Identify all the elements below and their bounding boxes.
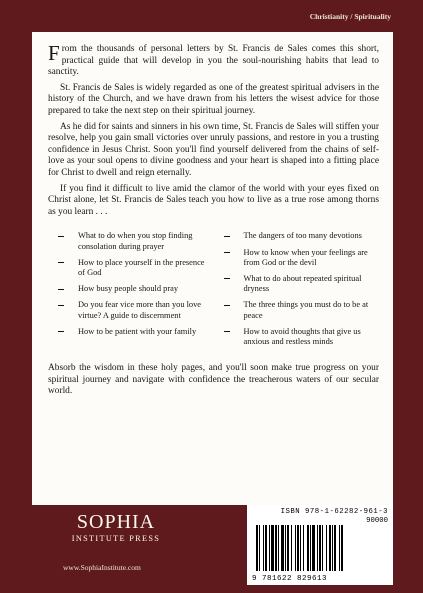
bullet-column-left [52, 231, 210, 347]
dash-icon [52, 284, 78, 294]
barcode-box [247, 505, 393, 585]
category-label: Christianity / Spirituality [309, 12, 391, 21]
bullet-list [48, 231, 379, 347]
barcode-bar [341, 525, 343, 571]
barcode-bar [332, 525, 333, 571]
ean-number: 9 781622 829613 [252, 575, 328, 583]
list-item [52, 327, 210, 337]
dash-icon [218, 248, 244, 258]
publisher-website: www.SophiaInstitute.com [63, 563, 141, 572]
barcode-bar [312, 525, 315, 571]
intro-paragraph-1 [48, 41, 379, 79]
bullet-text: How to avoid thoughts that give us anxious and restless minds [243, 326, 361, 346]
barcode-bar [285, 525, 286, 571]
bullet-text: How to place yourself in the presence of God [78, 257, 205, 277]
bullet-text: What to do when you stop finding consolation during prayer [78, 231, 193, 251]
barcode-bar [322, 525, 323, 571]
drop-cap: F [48, 41, 60, 65]
intro-paragraph-3: As he did for saints and sinners in his own time, St. Francis de Sales will stiffen your resolve, help you gain small victories over unruly passions, and restore in you a trusting confidence in Jesus Christ. Soon you'll find yourself delivered from the chains of self-love as your soul opens to divine goodness and your heart is shaped into a fitting place for Christ to dwell and reign eternally. [48, 121, 379, 178]
barcode-bar [300, 525, 301, 571]
bullet-text: How to know when your feelings are from God or the devil [243, 247, 368, 267]
list-item [52, 284, 210, 294]
barcode-bar [259, 525, 260, 571]
bullet-text: How busy people should pray [78, 284, 179, 294]
bullet-text: The dangers of too many devotions [243, 231, 362, 241]
barcode-bar [263, 525, 264, 571]
dash-icon [52, 327, 78, 337]
barcode-bar [329, 525, 331, 571]
barcode-bar [275, 525, 277, 571]
list-item [52, 300, 210, 320]
closing-paragraph: Absorb the wisdom in these holy pages, and you'll soon make true progress on your spiritual journey and navigate with confidence the treacherous waters of our secular world. [48, 363, 379, 397]
intro-paragraph-1-text: rom the thousands of personal letters by St. Francis de Sales comes this short, practical guide that will develop in you the soul-nourishing habits that lead to sanctity. [48, 44, 379, 78]
price-code: 90000 [366, 517, 388, 525]
description-panel [32, 32, 393, 505]
dash-icon [218, 327, 244, 337]
barcode-bar [334, 525, 336, 571]
barcode-bar [303, 525, 304, 571]
bullet-text: How to be patient with your family [78, 326, 197, 336]
barcode-bar [317, 525, 318, 571]
barcode-bar [287, 525, 289, 571]
bullet-text: The three things you must do to be at peace [243, 300, 369, 320]
barcode-bar [256, 525, 258, 571]
bullet-text: What to do about repeated spiritual dryness [243, 273, 362, 294]
barcode-bar [271, 525, 274, 571]
publisher-logo [59, 512, 173, 543]
barcode-bar [310, 525, 311, 571]
intro-paragraph-2: St. Francis de Sales is widely regarded as one of the greatest spiritual advisers in the history of the Church, and we have drawn from his letters the wisest advice for those prepared to take the next step on their spiritual journey. [48, 82, 379, 116]
barcode-bar [319, 525, 321, 571]
dash-icon [52, 300, 78, 310]
list-item [218, 231, 376, 241]
barcode-bar [307, 525, 309, 571]
barcode-bar [269, 525, 270, 571]
list-item [52, 231, 210, 251]
barcode-bar [295, 525, 296, 571]
barcode-bar [265, 525, 267, 571]
bullet-text: Do you fear vice more than you love virtue? A guide to discernment [78, 300, 202, 320]
publisher-subtitle: INSTITUTE PRESS [71, 534, 161, 543]
list-item [52, 258, 210, 278]
list-item [218, 274, 376, 294]
bullet-column-right [218, 231, 376, 347]
list-item [218, 300, 376, 320]
barcode-bar [297, 525, 299, 571]
list-item [218, 327, 376, 347]
barcode-bar [326, 525, 327, 571]
barcode-bar [291, 525, 292, 571]
barcode-icon [254, 525, 386, 571]
dash-icon [218, 300, 244, 310]
list-item [218, 248, 376, 268]
barcode-bar [339, 525, 340, 571]
isbn-text: ISBN 978-1-62282-961-3 [280, 508, 388, 516]
dash-icon [52, 258, 78, 268]
barcode-bar [281, 525, 284, 571]
publisher-name: SOPHIA [76, 511, 156, 533]
dash-icon [218, 231, 244, 241]
dash-icon [52, 231, 78, 241]
dash-icon [218, 274, 244, 284]
intro-paragraph-4: If you find it difficult to live amid the clamor of the world with your eyes fixed on Christ alone, let St. Francis de Sales teach you how to live as a true rose among thorns as you learn . . . [48, 183, 379, 217]
barcode-bar [278, 525, 279, 571]
